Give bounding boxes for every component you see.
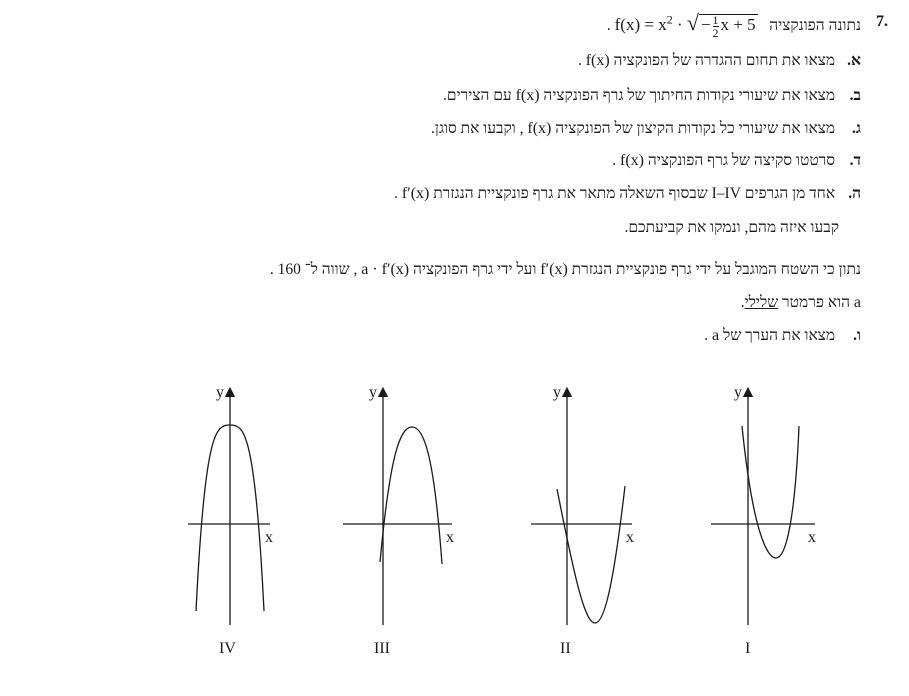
part-b-label: ב. <box>849 87 861 104</box>
part-f: ו. מצאו את הערך של a . <box>704 327 861 344</box>
graph-i-curve <box>742 426 799 558</box>
question-number: 7. <box>876 13 888 30</box>
graph-ii-y-label: y <box>553 384 561 401</box>
graph-iii-x-label: x <box>446 529 454 546</box>
part-d-label: ד. <box>849 152 861 169</box>
graph-iv-y-label: y <box>216 384 224 401</box>
graph-i-x-label: x <box>808 529 816 546</box>
function-formula: $f(x) = x^2$ · √ − $\frac{1}{2}$ x + 5 <box>614 10 756 40</box>
graph-i-y-label: y <box>734 384 742 401</box>
part-c: ג. מצאו את שיעורי כל נקודות הקיצון של הפונקציה f(x) , וקבעו את סוגן. <box>431 120 861 137</box>
graph-iv <box>188 392 270 625</box>
graph-ii-label: II <box>560 640 571 657</box>
part-c-label: ג. <box>852 120 861 137</box>
part-a: א. מצאו את תחום ההגדרה של הפונקציה f(x) . <box>577 52 861 69</box>
part-e: ה. אחד מן הגרפים I–IV שבסוף השאלה מתאר את גרף פונקציית הנגזרת f′(x) . <box>394 185 861 202</box>
graph-iii-y-label: y <box>369 384 377 401</box>
part-e-label: ה. <box>848 185 861 202</box>
graph-iii-label: III <box>374 640 390 657</box>
graph-iv-x-label: x <box>265 529 273 546</box>
part-e-continuation: קבעו איזה מהם, ונמקו את קביעתכם. <box>624 219 839 236</box>
part-f-label: ו. <box>853 327 861 344</box>
graph-iii <box>343 392 452 625</box>
graph-i-label: I <box>745 640 751 657</box>
graph-iii-curve <box>380 427 442 564</box>
param-note: a הוא פרמטר שלילי. <box>740 294 861 311</box>
intro-text: נתונה הפונקציה <box>769 17 861 34</box>
graph-ii <box>531 392 632 625</box>
graph-iv-label: IV <box>219 640 236 657</box>
graph-ii-x-label: x <box>626 529 634 546</box>
part-d: ד. סרטטו סקיצה של גרף הפונקציה f(x) . <box>612 152 861 169</box>
part-b: ב. מצאו את שיעורי נקודות החיתוך של גרף הפונקציה f(x) עם הצירים. <box>443 87 861 104</box>
part-a-label: א. <box>847 52 861 69</box>
given-statement: נתון כי השטח המוגבל על ידי גרף פונקציית הנגזרת f′(x) ועל ידי גרף הפונקציה a · f′(x) , שווה ל־ 160 . <box>269 261 861 278</box>
graph-i <box>711 392 815 625</box>
question-intro: נתונה הפונקציה $f(x) = x^2$ · √ − $\frac{1}{2}$ x + 5 . <box>606 10 861 40</box>
